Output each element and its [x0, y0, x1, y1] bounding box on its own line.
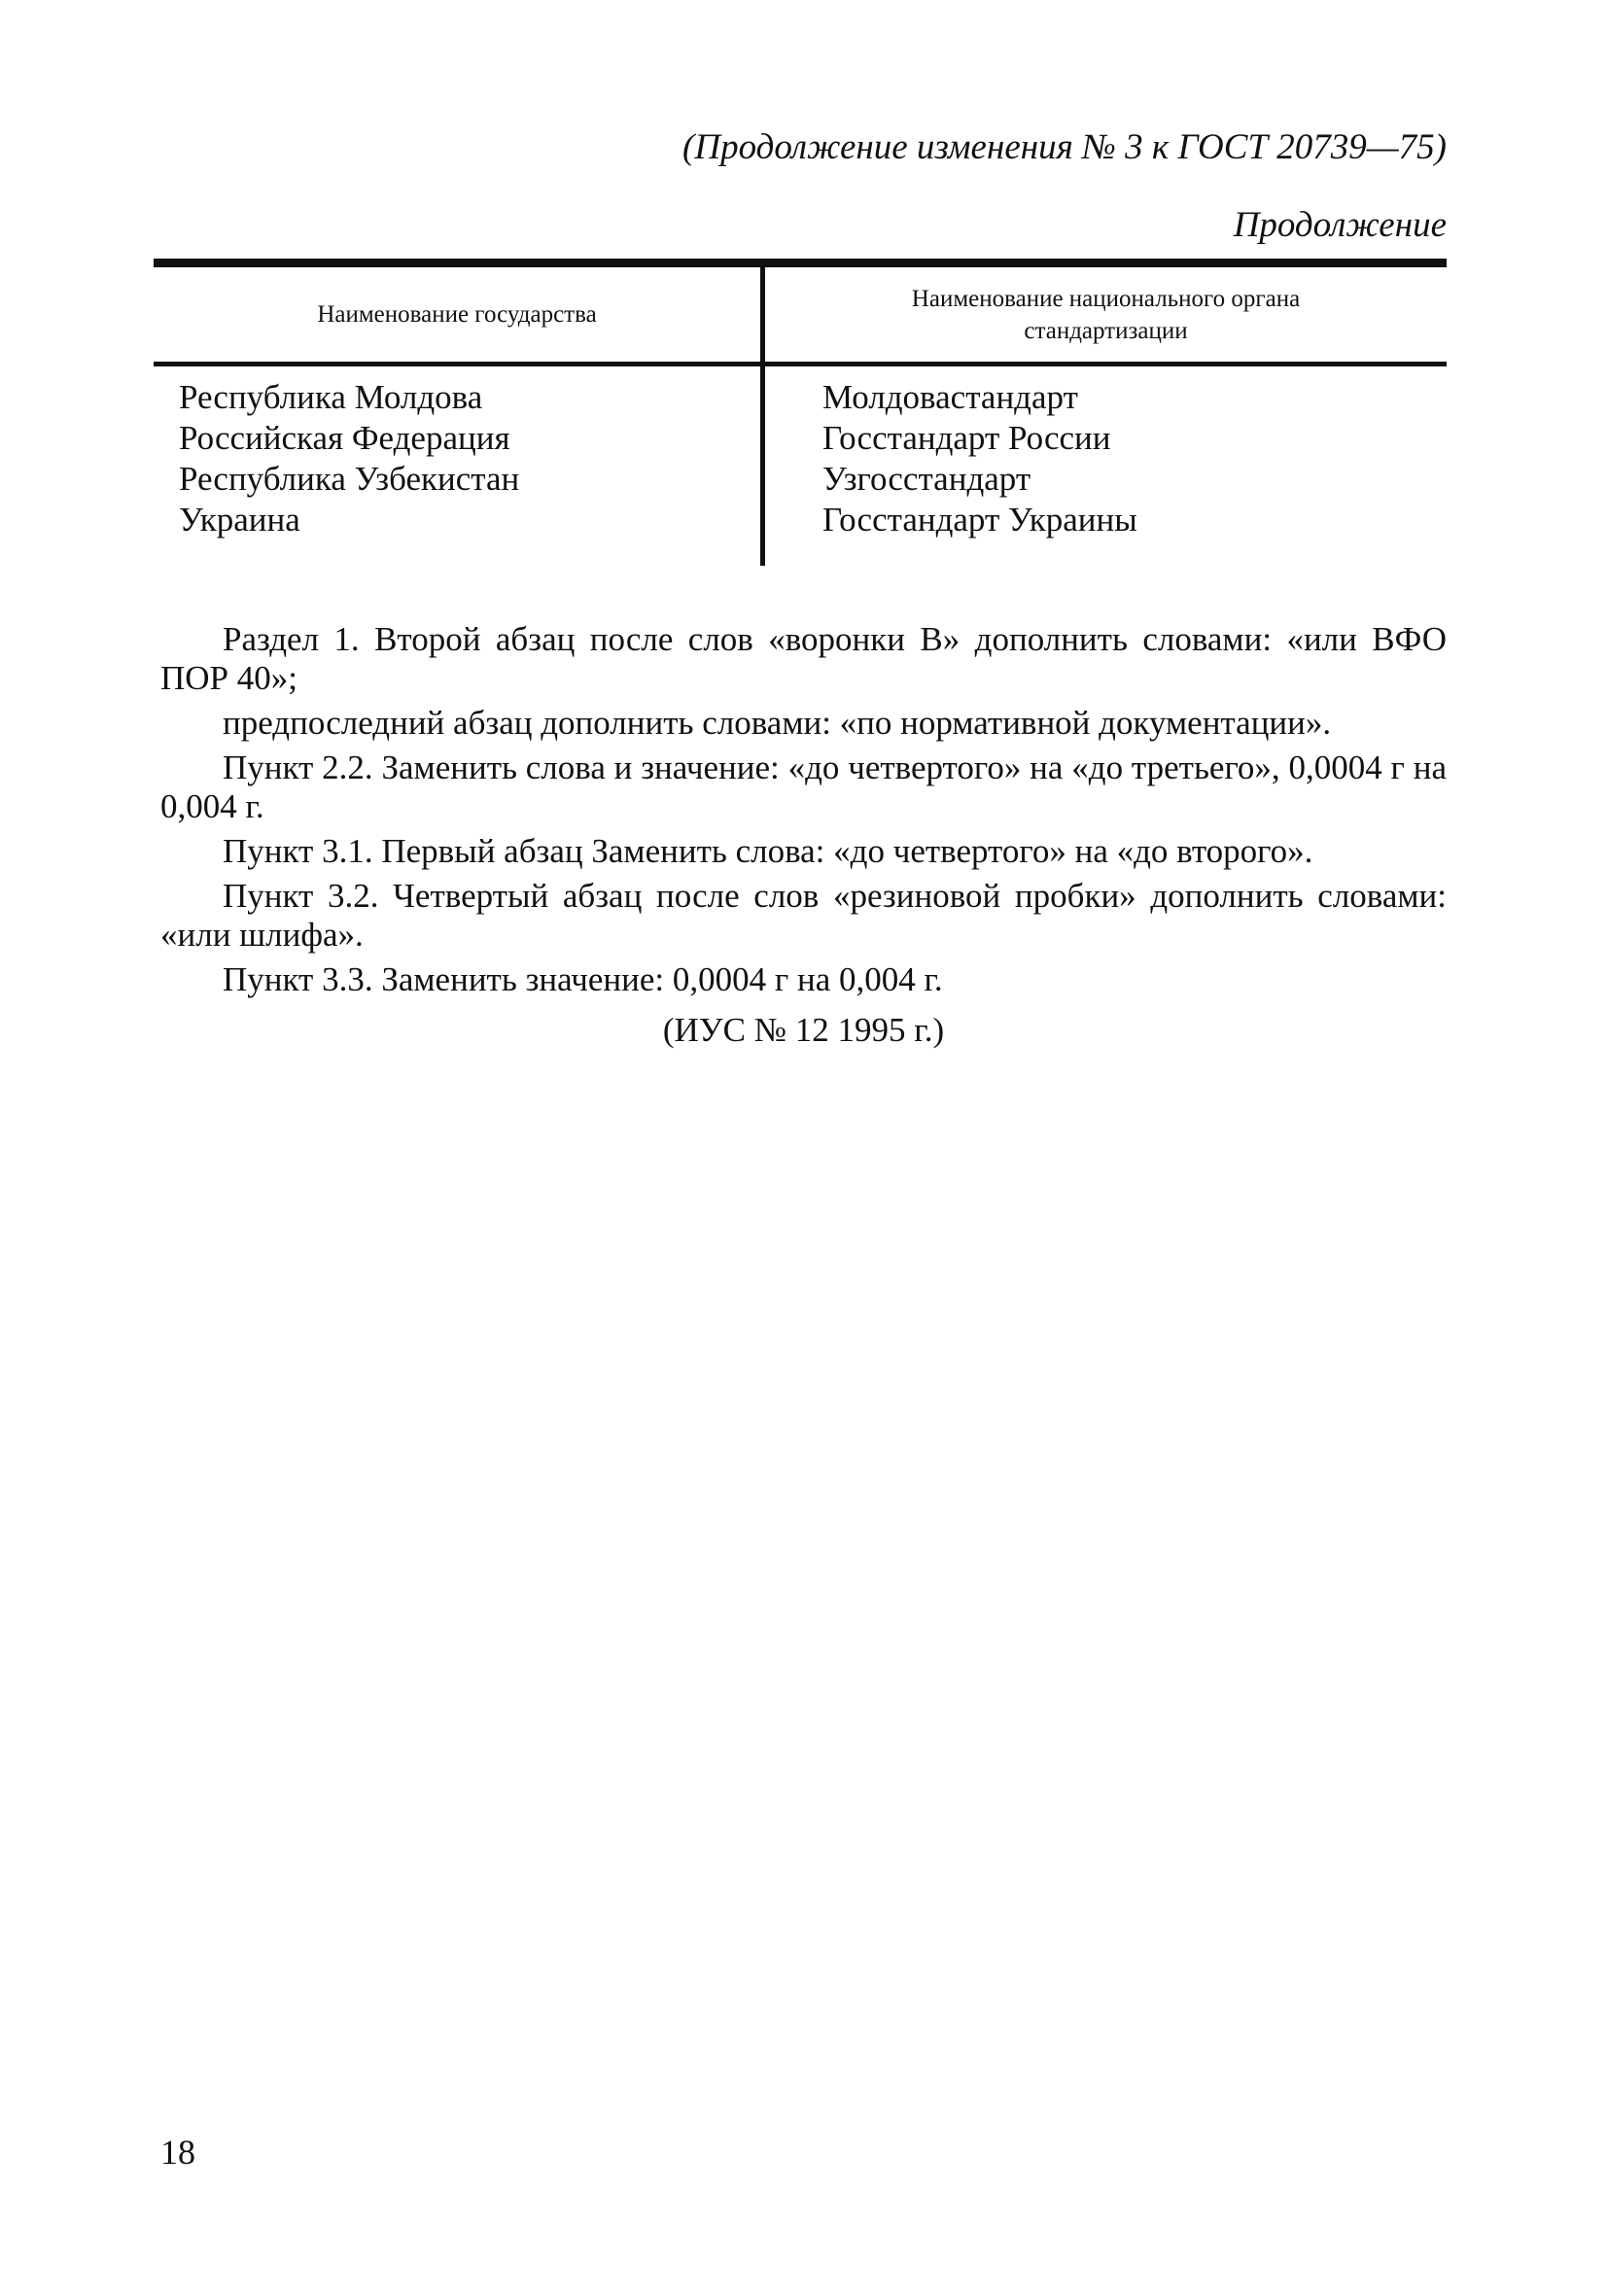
- paragraph: предпоследний абзац дополнить словами: «по нормативной документации».: [223, 704, 1332, 742]
- table-top-rule: [154, 259, 1447, 267]
- body-cell: Госстандарт Украины: [822, 501, 1137, 539]
- paragraph: Раздел 1. Второй абзац после слов «воронки В» дополнить словами: «или ВФО ПОР 40»;: [160, 620, 1447, 697]
- body-cell: Молдовастандарт: [822, 378, 1078, 416]
- column-header-state-label: Наименование государства: [317, 301, 597, 328]
- paragraph: Пункт 3.1. Первый абзац Заменить слова: «до четвертого» на «до второго».: [223, 832, 1313, 870]
- state-cell: Республика Узбекистан: [179, 460, 520, 498]
- standards-bodies-table: [154, 259, 1447, 566]
- body-cell: Узгосстандарт: [822, 460, 1031, 498]
- column-header-state: [154, 267, 760, 362]
- state-cell: Республика Молдова: [179, 378, 483, 416]
- amendment-text: [160, 620, 1447, 1005]
- table-caption: Продолжение: [1233, 205, 1447, 245]
- paragraph: Пункт 3.2. Четвертый абзац после слов «резиновой пробки» дополнить словами: «или шлифа».: [160, 877, 1447, 954]
- body-cell: Госстандарт России: [822, 419, 1111, 457]
- running-head: (Продолжение изменения № 3 к ГОСТ 20739—75): [682, 127, 1447, 167]
- state-cell: Российская Федерация: [179, 419, 510, 457]
- body-column: [822, 377, 1435, 540]
- paragraph: Пункт 2.2. Заменить слова и значение: «до четвертого» на «до третьего», 0,0004 г на 0,004 г.: [160, 748, 1447, 825]
- state-cell: Украина: [179, 501, 300, 539]
- column-header-body-label: Наименование национального органа стандартизации: [911, 285, 1301, 344]
- column-header-body: [765, 267, 1447, 362]
- state-column: [179, 377, 752, 540]
- page-number: 18: [160, 2133, 195, 2172]
- paragraph: Пункт 3.3. Заменить значение: 0,0004 г на 0,004 г.: [223, 960, 943, 998]
- ius-reference: (ИУС № 12 1995 г.): [662, 1011, 945, 1049]
- table-header-rule: [154, 362, 1447, 366]
